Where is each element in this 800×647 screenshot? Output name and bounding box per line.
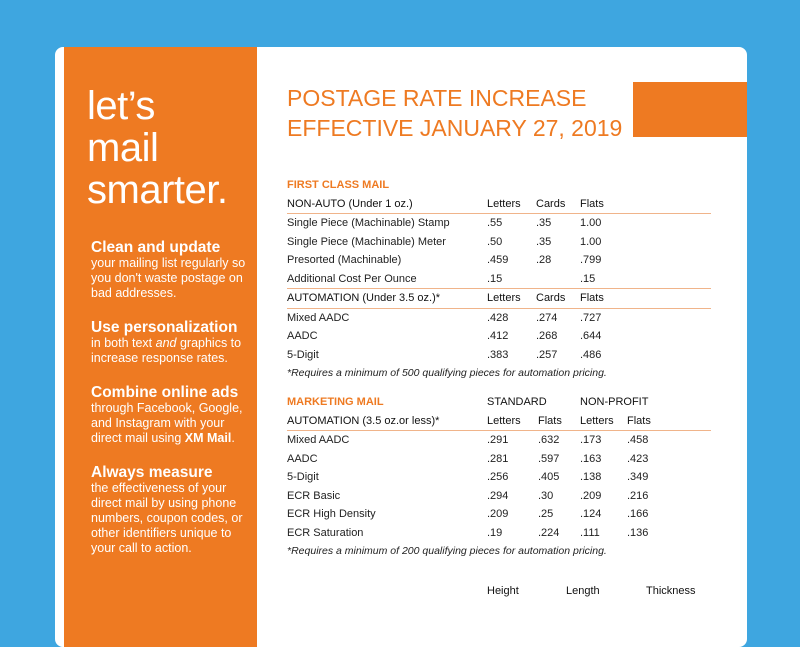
section-title: MARKETING MAIL bbox=[287, 396, 384, 408]
tip-body-strong: XM Mail bbox=[184, 431, 232, 445]
tips-list bbox=[91, 239, 251, 574]
row-label: AADC bbox=[287, 452, 318, 465]
header-flats: Flats bbox=[580, 197, 604, 210]
footnote: *Requires a minimum of 500 qualifying pieces for automation pricing. bbox=[287, 367, 607, 379]
tip-item bbox=[91, 384, 251, 446]
cell-nonprofit-letters: .138 bbox=[580, 471, 602, 483]
header-label: AUTOMATION (3.5 oz.or less)* bbox=[287, 414, 440, 427]
cell-letters: .428 bbox=[487, 311, 509, 324]
row-label: 5-Digit bbox=[287, 348, 319, 361]
cell-nonprofit-flats: .349 bbox=[627, 471, 649, 483]
cell-nonprofit-flats: .458 bbox=[627, 434, 649, 446]
header-length: Length bbox=[566, 585, 600, 597]
cell-flats: .15 bbox=[580, 272, 596, 285]
decorative-orange-tab bbox=[633, 82, 747, 137]
row-label: Single Piece (Machinable) Meter bbox=[287, 235, 446, 248]
tip-body: your mailing list regularly so you don't waste postage on bad addresses. bbox=[91, 256, 246, 300]
header-nonprofit-letters: Letters bbox=[580, 414, 614, 427]
cell-flats: .486 bbox=[580, 348, 602, 361]
sidebar bbox=[64, 47, 257, 647]
cell-nonprofit-flats: .166 bbox=[627, 508, 649, 520]
table-row bbox=[287, 450, 711, 469]
cell-flats: .644 bbox=[580, 330, 602, 342]
row-label: AADC bbox=[287, 330, 318, 342]
cell-cards: .257 bbox=[536, 348, 558, 361]
tip-title: Always measure bbox=[91, 464, 213, 481]
cell-nonprofit-flats: .216 bbox=[627, 489, 649, 502]
tip-body-text: through Facebook, Google, and Instagram with your direct mail using bbox=[91, 401, 243, 445]
row-label: Presorted (Machinable) bbox=[287, 254, 402, 266]
tip-item bbox=[91, 319, 251, 366]
header-cards: Cards bbox=[536, 197, 566, 210]
table-row bbox=[287, 327, 711, 346]
brand-line-3: smarter. bbox=[87, 168, 228, 212]
cell-nonprofit-letters: .124 bbox=[580, 508, 602, 520]
cell-standard-letters: .19 bbox=[487, 526, 503, 539]
table-row bbox=[287, 487, 711, 506]
flyer-card bbox=[55, 47, 747, 647]
header-letters: Letters bbox=[487, 292, 521, 304]
tip-body-text: in both text bbox=[91, 336, 156, 350]
cell-standard-flats: .632 bbox=[538, 434, 560, 446]
table-row bbox=[287, 431, 711, 450]
cell-standard-flats: .597 bbox=[538, 452, 560, 465]
header-label: NON-AUTO (Under 1 oz.) bbox=[287, 197, 413, 210]
row-label: Mixed AADC bbox=[287, 434, 350, 446]
cell-flats: 1.00 bbox=[580, 235, 602, 248]
table-row bbox=[287, 214, 711, 233]
row-label: ECR Basic bbox=[287, 489, 341, 502]
marketing-table bbox=[287, 393, 711, 561]
cell-letters: .412 bbox=[487, 330, 509, 342]
cell-nonprofit-letters: .163 bbox=[580, 452, 602, 465]
header-nonprofit-flats: Flats bbox=[627, 414, 651, 427]
page-title bbox=[287, 83, 622, 143]
section-title-row bbox=[287, 393, 711, 412]
cell-nonprofit-flats: .423 bbox=[627, 452, 649, 465]
header-flats: Flats bbox=[580, 292, 604, 304]
header-standard-letters: Letters bbox=[487, 414, 521, 427]
row-label: 5-Digit bbox=[287, 471, 319, 483]
table-row bbox=[287, 270, 711, 289]
table-row bbox=[287, 505, 711, 524]
tip-title: Clean and update bbox=[91, 239, 221, 256]
tip-body bbox=[91, 336, 251, 366]
tip-item bbox=[91, 239, 251, 301]
header-letters: Letters bbox=[487, 197, 521, 210]
footnote-row bbox=[287, 542, 711, 561]
tip-body-text: . bbox=[231, 431, 235, 445]
tip-body: the effectiveness of your direct mail by using phone numbers, coupon codes, or other identifiers unique to your call to action. bbox=[91, 481, 243, 555]
section-title: FIRST CLASS MAIL bbox=[287, 179, 390, 191]
tip-body-emphasis: and bbox=[155, 336, 177, 350]
cell-cards: .274 bbox=[536, 311, 558, 324]
tip-title: Use personalization bbox=[91, 319, 238, 336]
table-row bbox=[287, 346, 711, 365]
cell-cards: .35 bbox=[536, 217, 552, 229]
row-label: ECR Saturation bbox=[287, 526, 364, 539]
row-label: Single Piece (Machinable) Stamp bbox=[287, 217, 450, 229]
cell-nonprofit-letters: .209 bbox=[580, 489, 602, 502]
brand-line-2: mail bbox=[87, 126, 159, 170]
row-label: ECR High Density bbox=[287, 508, 376, 520]
row-label: Mixed AADC bbox=[287, 311, 350, 324]
table-row bbox=[287, 309, 711, 328]
cell-flats: .727 bbox=[580, 311, 602, 324]
cell-nonprofit-letters: .173 bbox=[580, 434, 602, 446]
table-header bbox=[287, 582, 711, 601]
table-row bbox=[287, 524, 711, 543]
cell-letters: .55 bbox=[487, 217, 503, 229]
tip-title: Combine online ads bbox=[91, 384, 239, 401]
tip-body-text: graphics to increase response rates. bbox=[91, 336, 242, 365]
cell-standard-letters: .291 bbox=[487, 434, 509, 446]
table-header bbox=[287, 412, 711, 432]
row-label: Additional Cost Per Ounce bbox=[287, 272, 417, 285]
cell-standard-letters: .281 bbox=[487, 452, 509, 465]
table-header bbox=[287, 288, 711, 309]
cell-letters: .459 bbox=[487, 254, 509, 266]
cell-flats: .799 bbox=[580, 254, 602, 266]
section-title-row bbox=[287, 176, 711, 195]
header-thickness: Thickness bbox=[646, 585, 696, 597]
header-standard-flats: Flats bbox=[538, 414, 562, 427]
cell-standard-flats: .25 bbox=[538, 508, 554, 520]
brand-line-1: let’s bbox=[87, 84, 155, 128]
cell-standard-letters: .256 bbox=[487, 471, 509, 483]
cell-letters: .50 bbox=[487, 235, 503, 248]
table-row bbox=[287, 251, 711, 270]
cell-standard-letters: .294 bbox=[487, 489, 509, 502]
title-line-1: POSTAGE RATE INCREASE bbox=[287, 85, 587, 111]
cell-standard-letters: .209 bbox=[487, 508, 509, 520]
group-standard: STANDARD bbox=[487, 396, 547, 408]
tip-item bbox=[91, 464, 251, 556]
header-height: Height bbox=[487, 585, 519, 597]
cell-letters: .383 bbox=[487, 348, 509, 361]
cell-cards: .268 bbox=[536, 330, 558, 342]
cell-standard-flats: .30 bbox=[538, 489, 554, 502]
header-cards: Cards bbox=[536, 292, 566, 304]
cell-cards: .35 bbox=[536, 235, 552, 248]
footnote: *Requires a minimum of 200 qualifying pieces for automation pricing. bbox=[287, 545, 607, 557]
table-row bbox=[287, 233, 711, 252]
tip-body bbox=[91, 401, 251, 446]
table-row bbox=[287, 468, 711, 487]
cell-flats: 1.00 bbox=[580, 217, 602, 229]
cell-cards: .28 bbox=[536, 254, 552, 266]
cell-standard-flats: .224 bbox=[538, 526, 560, 539]
header-label: AUTOMATION (Under 3.5 oz.)* bbox=[287, 292, 441, 304]
dimensions-table bbox=[287, 582, 711, 601]
footnote-row bbox=[287, 364, 711, 383]
first-class-table bbox=[287, 176, 711, 383]
title-line-2: EFFECTIVE JANUARY 27, 2019 bbox=[287, 115, 623, 141]
group-non-profit: NON-PROFIT bbox=[580, 396, 649, 408]
brand-tagline bbox=[87, 85, 227, 211]
table-header bbox=[287, 195, 711, 215]
cell-standard-flats: .405 bbox=[538, 471, 560, 483]
cell-nonprofit-flats: .136 bbox=[627, 526, 649, 539]
cell-letters: .15 bbox=[487, 272, 503, 285]
cell-nonprofit-letters: .111 bbox=[580, 526, 600, 539]
